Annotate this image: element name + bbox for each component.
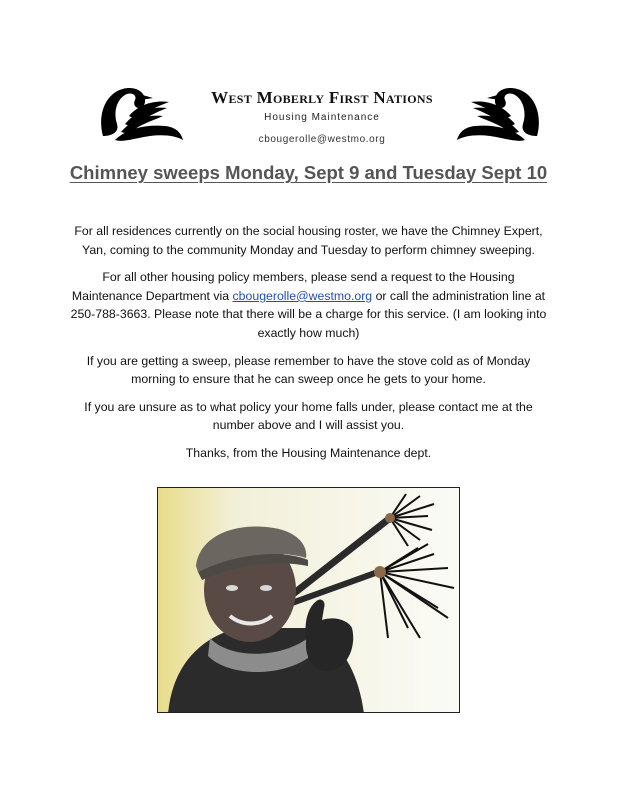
letterhead-email: cbougerolle@westmo.org [258, 134, 386, 145]
email-link[interactable]: cbougerolle@westmo.org [232, 288, 373, 303]
swan-logo-left-icon [95, 74, 185, 144]
department-name: Housing Maintenance [264, 112, 380, 123]
flyer-body [68, 222, 549, 472]
flyer-headline: Chimney sweeps Monday, Sept 9 and Tuesday Sept 10 [69, 162, 548, 183]
swan-logo-right-icon [455, 74, 545, 144]
paragraph-text: For all other housing policy members, please send a request to the Housing Maintenance Department via [71, 270, 515, 303]
paragraph-other-members [68, 268, 549, 342]
organization-name: West Moberly First Nations [211, 88, 433, 107]
paragraph-policy-contact: If you are unsure as to what policy your home falls under, please contact me at the number above and I will assist you. [84, 399, 533, 433]
paragraph-residences: For all residences currently on the social housing roster, we have the Chimney Expert, Yan, coming to the community Monday and Tuesday to perform chimney sweeping. [74, 224, 543, 257]
chimney-sweep-illustration [158, 488, 460, 713]
chimney-sweep-photo [157, 487, 460, 713]
paragraph-thanks: Thanks, from the Housing Maintenance dept. [185, 445, 432, 460]
letterhead [95, 70, 545, 150]
paragraph-stove-cold: If you are getting a sweep, please remember to have the stove cold as of Monday morning to ensure that he can sweep once he gets to your home. [86, 353, 531, 387]
paragraph-text: or call the administration line at 250-788-3663. Please note that there will be a charge for this service. (I am looking into exactly how much) [70, 288, 547, 340]
